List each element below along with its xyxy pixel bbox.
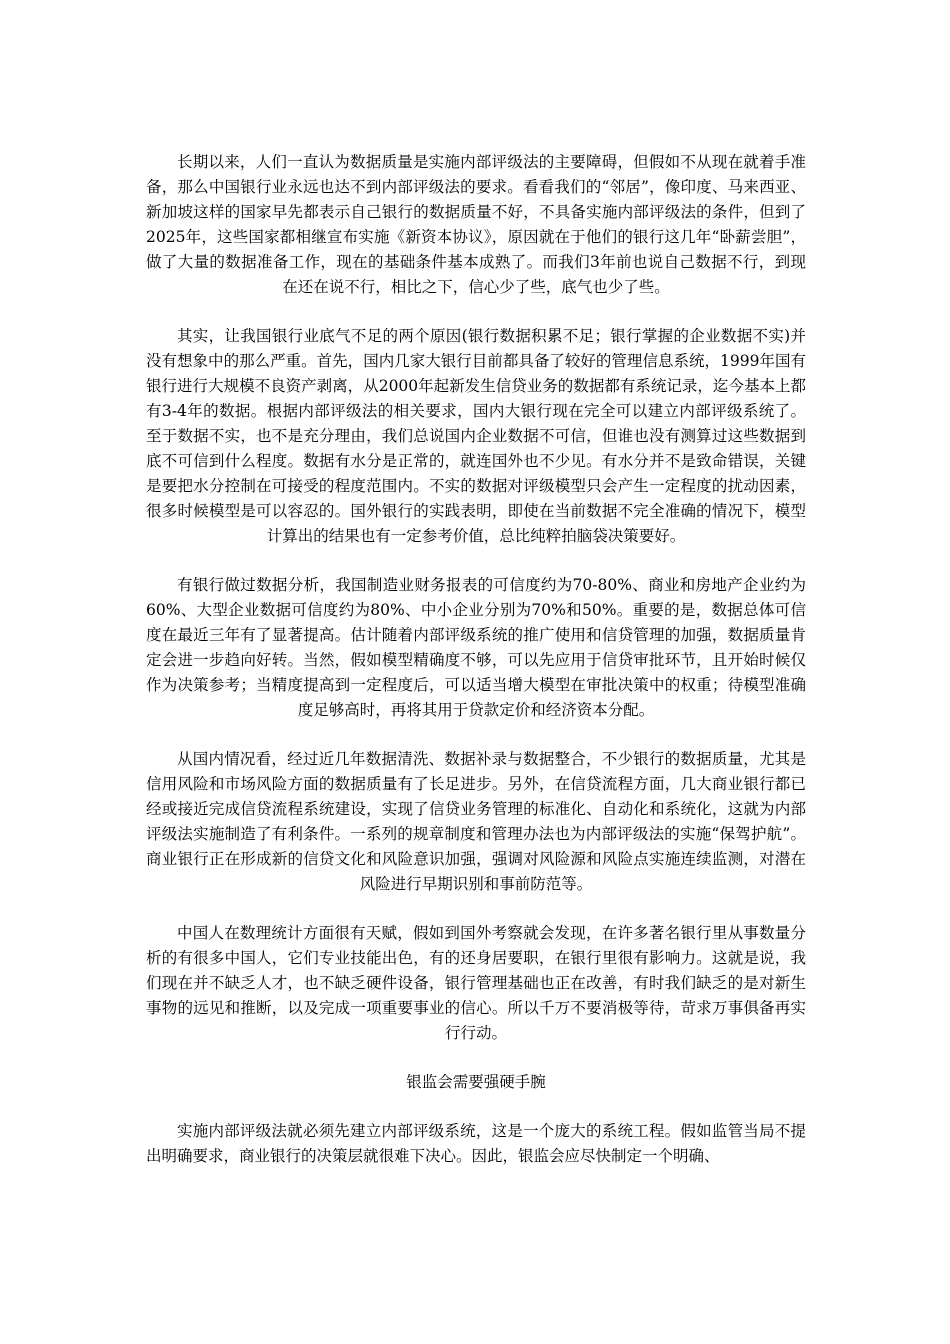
paragraph-data-reliability: 有银行做过数据分析，我国制造业财务报表的可信度约为70-80%、商业和房地产企业约为60%、大型企业数据可信度约为80%、中小企业分别为70%和50%。重要的是，数据总体可信度在最近三年有了显著提高。估计随着内部评级系统的推广使用和信贷管理的加强，数据质量肯定会进一步趋向好转。当然，假如模型精确度不够，可以先应用于信贷审批环节，且开始时候仅作为决策参考；当精度提高到一定程度后，可以适当增大模型在审批决策中的权重；待模型准确度足够高时，再将其用于贷款定价和经济资本分配。 [146, 576, 806, 719]
paragraph-talent: 中国人在数理统计方面很有天赋，假如到国外考察就会发现，在许多著名银行里从事数量分析的有很多中国人，它们专业技能出色，有的还身居要职，在银行里很有影响力。这就是说，我们现在并不缺乏人才，也不缺乏硬件设备，银行管理基础也正在改善，有时我们缺乏的是对新生事物的远见和推断，以及完成一项重要事业的信心。所以千万不要消极等待，苛求万事俱备再实行行动。 [146, 924, 806, 1042]
document-body [146, 150, 806, 1169]
paragraph-regulator: 实施内部评级法就必须先建立内部评级系统，这是一个庞大的系统工程。假如监管当局不提出明确要求，商业银行的决策层就很难下决心。因此，银监会应尽快制定一个明确、 [146, 1122, 806, 1165]
paragraph-data-quality: 长期以来，人们一直认为数据质量是实施内部评级法的主要障碍，但假如不从现在就着手准备，那么中国银行业永远也达不到内部评级法的要求。看看我们的“邻居”，像印度、马来西亚、新加坡这样的国家早先都表示自己银行的数据质量不好，不具备实施内部评级法的条件，但到了2025年，这些国家都相继宣布实施《新资本协议》，原因就在于他们的银行这几年“卧薪尝胆”，做了大量的数据准备工作，现在的基础条件基本成熟了。而我们3年前也说自己数据不行，到现在还在说不行，相比之下，信心少了些，底气也少了些。 [146, 153, 806, 296]
paragraph-domestic-situation: 从国内情况看，经过近几年数据清洗、数据补录与数据整合，不少银行的数据质量，尤其是信用风险和市场风险方面的数据质量有了长足进步。另外，在信贷流程方面，几大商业银行都已经或接近完成信贷流程系统建设，实现了信贷业务管理的标准化、自动化和系统化，这就为内部评级法实施制造了有利条件。一系列的规章制度和管理办法也为内部评级法的实施“保驾护航”。商业银行正在形成新的信贷文化和风险意识加强，强调对风险源和风险点实施连续监测，对潜在风险进行早期识别和事前防范等。 [146, 750, 806, 893]
paragraph-confidence-reasons: 其实，让我国银行业底气不足的两个原因(银行数据积累不足；银行掌握的企业数据不实)并没有想象中的那么严重。首先，国内几家大银行目前都具备了较好的管理信息系统，1999年国有银行进行大规模不良资产剥离，从2000年起新发生信贷业务的数据都有系统记录，迄今基本上都有3-4年的数据。根据内部评级法的相关要求，国内大银行现在完全可以建立内部评级系统了。至于数据不实，也不是充分理由，我们总说国内企业数据不可信，但谁也没有测算过这些数据到底不可信到什么程度。数据有水分是正常的，就连国外也不少见。有水分并不是致命错误，关键是要把水分控制在可接受的程度范围内。不实的数据对评级模型只会产生一定程度的扰动因素，很多时候模型是可以容忍的。国外银行的实践表明，即使在当前数据不完全准确的情况下，模型计算出的结果也有一定参考价值，总比纯粹拍脑袋决策要好。 [146, 327, 806, 545]
section-heading: 银监会需要强硬手腕 [406, 1073, 546, 1091]
